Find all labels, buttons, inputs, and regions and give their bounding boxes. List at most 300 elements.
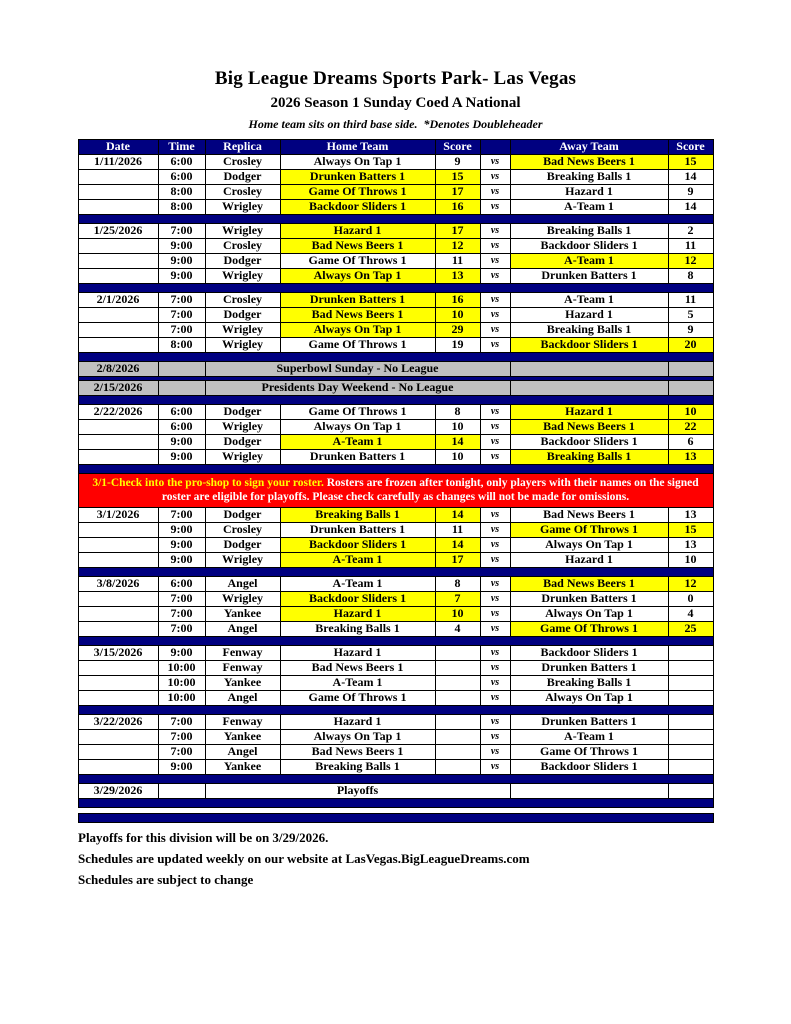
away-score-cell: 10 [668,552,713,567]
game-time-cell: 9:00 [158,522,205,537]
vs-cell: vs [480,293,510,308]
game-replica-cell: Fenway [205,660,280,675]
game-replica-cell: Crosley [205,239,280,254]
home-score-cell: 7 [435,591,480,606]
game-date-cell [78,185,158,200]
col-header-away-team: Away Team [510,140,668,155]
home-score-cell [435,690,480,705]
table-header [78,140,713,155]
away-score-cell: 6 [668,435,713,450]
game-time-cell: 6:00 [158,155,205,170]
game-time-cell: 9:00 [158,759,205,774]
game-row [78,714,713,729]
home-team-cell: Backdoor Sliders 1 [280,200,435,215]
vs-cell: vs [480,323,510,338]
game-time-cell: 6:00 [158,420,205,435]
vs-cell: vs [480,269,510,284]
home-team-cell: Bad News Beers 1 [280,660,435,675]
game-replica-cell: Angel [205,690,280,705]
game-replica-cell: Dodger [205,507,280,522]
game-date-cell [78,729,158,744]
away-team-cell: Breaking Balls 1 [510,224,668,239]
vs-cell: vs [480,450,510,465]
away-team-cell: Breaking Balls 1 [510,675,668,690]
vs-cell: vs [480,606,510,621]
home-score-cell: 12 [435,239,480,254]
col-header-home-score: Score [435,140,480,155]
home-score-cell: 16 [435,200,480,215]
game-replica-cell: Crosley [205,155,280,170]
separator-row [78,705,713,714]
game-row [78,254,713,269]
separator-bar [78,353,713,362]
event-empty-cell [668,381,713,396]
playoffs-empty-cell [158,783,205,798]
game-date-cell [78,338,158,353]
game-date-cell [78,239,158,254]
home-team-cell: Game Of Throws 1 [280,254,435,269]
separator-row [78,636,713,645]
game-date-cell [78,170,158,185]
game-date-cell [78,591,158,606]
separator-bar [78,396,713,405]
game-row [78,450,713,465]
separator-bar [78,284,713,293]
home-team-cell: Drunken Batters 1 [280,522,435,537]
game-replica-cell: Wrigley [205,200,280,215]
roster-notice-body: Rosters are frozen after tonight, only players with their names on the signed roster are eligible for playoffs. Please check carefully as changes will not be made for omissions. [161,477,699,504]
game-row [78,435,713,450]
page-subtitle: 2026 Season 1 Sunday Coed A National [270,95,521,111]
game-row [78,537,713,552]
away-score-cell: 4 [668,606,713,621]
home-score-cell [435,759,480,774]
game-replica-cell: Angel [205,744,280,759]
away-team-cell: Hazard 1 [510,308,668,323]
home-score-cell: 10 [435,420,480,435]
vs-cell: vs [480,675,510,690]
home-score-cell [435,660,480,675]
game-date-cell [78,606,158,621]
game-date-cell: 1/25/2026 [78,224,158,239]
home-score-cell: 10 [435,308,480,323]
roster-notice-highlight: 3/1-Check into the pro-shop to sign your roster. [92,477,324,489]
home-team-cell: Bad News Beers 1 [280,308,435,323]
home-score-cell: 15 [435,170,480,185]
game-row [78,660,713,675]
game-time-cell: 9:00 [158,537,205,552]
game-date-cell: 3/8/2026 [78,576,158,591]
away-team-cell: Drunken Batters 1 [510,714,668,729]
away-team-cell: Breaking Balls 1 [510,323,668,338]
separator-bar [78,465,713,474]
event-label-cell: Superbowl Sunday - No League [205,362,510,377]
event-label-cell: Presidents Day Weekend - No League [205,381,510,396]
home-score-cell [435,714,480,729]
game-replica-cell: Wrigley [205,552,280,567]
game-row [78,405,713,420]
game-replica-cell: Dodger [205,537,280,552]
vs-cell: vs [480,552,510,567]
away-team-cell: Drunken Batters 1 [510,660,668,675]
home-score-cell: 11 [435,522,480,537]
game-date-cell [78,759,158,774]
game-replica-cell: Dodger [205,308,280,323]
game-date-cell [78,254,158,269]
game-time-cell: 9:00 [158,435,205,450]
home-team-cell: Hazard 1 [280,606,435,621]
home-score-cell: 14 [435,435,480,450]
away-team-cell: Backdoor Sliders 1 [510,759,668,774]
away-team-cell: A-Team 1 [510,254,668,269]
home-score-cell: 8 [435,405,480,420]
away-team-cell: Hazard 1 [510,185,668,200]
away-score-cell: 22 [668,420,713,435]
away-score-cell: 13 [668,507,713,522]
playoffs-row [78,783,713,798]
event-date-cell: 2/15/2026 [78,381,158,396]
away-team-cell: Hazard 1 [510,405,668,420]
away-team-cell: Bad News Beers 1 [510,155,668,170]
playoffs-empty-cell [668,783,713,798]
game-replica-cell: Wrigley [205,450,280,465]
away-team-cell: A-Team 1 [510,200,668,215]
game-row [78,155,713,170]
col-header-time: Time [158,140,205,155]
vs-cell: vs [480,155,510,170]
away-team-cell: A-Team 1 [510,729,668,744]
game-replica-cell: Crosley [205,293,280,308]
home-team-cell: A-Team 1 [280,576,435,591]
home-score-cell: 13 [435,269,480,284]
away-score-cell: 9 [668,323,713,338]
game-date-cell [78,269,158,284]
game-replica-cell: Angel [205,576,280,591]
separator-bar [78,813,713,822]
game-time-cell: 7:00 [158,744,205,759]
game-time-cell: 7:00 [158,606,205,621]
footer-website-note: Schedules are updated weekly on our website at LasVegas.BigLeagueDreams.com [78,851,530,866]
away-score-cell: 0 [668,591,713,606]
separator-row [78,774,713,783]
game-time-cell: 9:00 [158,552,205,567]
separator-row [78,215,713,224]
event-empty-cell [158,381,205,396]
game-time-cell: 10:00 [158,660,205,675]
game-row [78,293,713,308]
home-team-cell: Always On Tap 1 [280,420,435,435]
game-row [78,591,713,606]
game-time-cell: 6:00 [158,170,205,185]
col-header-replica: Replica [205,140,280,155]
game-row [78,507,713,522]
home-score-cell [435,675,480,690]
home-score-cell [435,729,480,744]
home-score-cell: 19 [435,338,480,353]
home-team-cell: Breaking Balls 1 [280,759,435,774]
no-league-row [78,362,713,377]
away-score-cell: 2 [668,224,713,239]
game-replica-cell: Fenway [205,714,280,729]
away-team-cell: Game Of Throws 1 [510,522,668,537]
page-footer [78,830,713,889]
vs-cell: vs [480,729,510,744]
vs-cell: vs [480,522,510,537]
away-score-cell [668,675,713,690]
game-replica-cell: Dodger [205,435,280,450]
away-score-cell: 12 [668,254,713,269]
game-replica-cell: Crosley [205,185,280,200]
footer-playoffs-note: Playoffs for this division will be on 3/29/2026. [78,829,329,845]
game-time-cell: 7:00 [158,323,205,338]
vs-cell: vs [480,714,510,729]
game-date-cell [78,744,158,759]
away-score-cell: 11 [668,293,713,308]
home-team-cell: Hazard 1 [280,714,435,729]
game-date-cell [78,660,158,675]
no-league-row [78,381,713,396]
col-header-away-score: Score [668,140,713,155]
game-row [78,690,713,705]
home-score-cell: 10 [435,606,480,621]
separator-row [78,798,713,807]
home-team-cell: Backdoor Sliders 1 [280,591,435,606]
game-date-cell [78,323,158,338]
game-row [78,308,713,323]
home-score-cell [435,744,480,759]
home-team-cell: Hazard 1 [280,645,435,660]
game-time-cell: 10:00 [158,675,205,690]
game-date-cell [78,621,158,636]
home-team-cell: Breaking Balls 1 [280,621,435,636]
separator-row [78,396,713,405]
home-team-cell: Game Of Throws 1 [280,405,435,420]
home-team-cell: Drunken Batters 1 [280,450,435,465]
game-time-cell: 8:00 [158,200,205,215]
away-score-cell [668,729,713,744]
vs-cell: vs [480,621,510,636]
away-score-cell: 9 [668,185,713,200]
game-time-cell: 9:00 [158,645,205,660]
game-date-cell: 3/22/2026 [78,714,158,729]
game-time-cell: 7:00 [158,293,205,308]
game-date-cell: 2/1/2026 [78,293,158,308]
game-time-cell: 6:00 [158,576,205,591]
separator-row [78,353,713,362]
separator-row [78,567,713,576]
game-replica-cell: Wrigley [205,338,280,353]
home-team-cell: Bad News Beers 1 [280,744,435,759]
game-replica-cell: Wrigley [205,591,280,606]
game-replica-cell: Yankee [205,606,280,621]
vs-cell: vs [480,576,510,591]
home-team-cell: Game Of Throws 1 [280,690,435,705]
home-score-cell: 16 [435,293,480,308]
vs-cell: vs [480,759,510,774]
vs-cell: vs [480,185,510,200]
away-team-cell: Drunken Batters 1 [510,269,668,284]
home-score-cell: 14 [435,507,480,522]
game-time-cell: 7:00 [158,621,205,636]
home-team-cell: Drunken Batters 1 [280,293,435,308]
away-team-cell: Bad News Beers 1 [510,507,668,522]
home-team-cell: A-Team 1 [280,552,435,567]
page-note: Home team sits on third base side. *Denotes Doubleheader [248,117,543,131]
game-time-cell: 9:00 [158,239,205,254]
game-row [78,170,713,185]
away-score-cell: 14 [668,170,713,185]
game-date-cell [78,675,158,690]
game-date-cell: 1/11/2026 [78,155,158,170]
away-team-cell: Game Of Throws 1 [510,621,668,636]
game-replica-cell: Yankee [205,759,280,774]
game-row [78,729,713,744]
away-team-cell: Backdoor Sliders 1 [510,435,668,450]
game-row [78,621,713,636]
away-score-cell [668,660,713,675]
game-time-cell: 10:00 [158,690,205,705]
away-score-cell [668,744,713,759]
away-score-cell: 12 [668,576,713,591]
vs-cell: vs [480,308,510,323]
home-team-cell: Game Of Throws 1 [280,185,435,200]
away-score-cell: 13 [668,450,713,465]
away-team-cell: Backdoor Sliders 1 [510,338,668,353]
game-replica-cell: Wrigley [205,420,280,435]
home-team-cell: Always On Tap 1 [280,729,435,744]
away-team-cell: Breaking Balls 1 [510,450,668,465]
game-row [78,522,713,537]
game-replica-cell: Dodger [205,170,280,185]
game-row [78,338,713,353]
away-score-cell [668,690,713,705]
vs-cell: vs [480,537,510,552]
vs-cell: vs [480,645,510,660]
away-score-cell: 5 [668,308,713,323]
game-time-cell: 7:00 [158,729,205,744]
game-time-cell: 6:00 [158,405,205,420]
game-date-cell [78,435,158,450]
game-row [78,552,713,567]
away-team-cell: A-Team 1 [510,293,668,308]
away-score-cell [668,714,713,729]
col-header-home-team: Home Team [280,140,435,155]
game-replica-cell: Dodger [205,254,280,269]
away-score-cell: 13 [668,537,713,552]
home-team-cell: Drunken Batters 1 [280,170,435,185]
away-score-cell: 15 [668,522,713,537]
home-team-cell: Breaking Balls 1 [280,507,435,522]
vs-cell: vs [480,507,510,522]
game-date-cell: 3/1/2026 [78,507,158,522]
vs-cell: vs [480,224,510,239]
vs-cell: vs [480,591,510,606]
home-team-cell: Bad News Beers 1 [280,239,435,254]
game-date-cell: 2/22/2026 [78,405,158,420]
game-time-cell: 9:00 [158,269,205,284]
away-score-cell: 10 [668,405,713,420]
away-score-cell [668,759,713,774]
game-time-cell: 8:00 [158,338,205,353]
away-score-cell: 11 [668,239,713,254]
separator-bar [78,636,713,645]
away-score-cell: 15 [668,155,713,170]
vs-cell: vs [480,744,510,759]
game-row [78,759,713,774]
vs-cell: vs [480,405,510,420]
vs-cell: vs [480,338,510,353]
vs-cell: vs [480,254,510,269]
col-header-date: Date [78,140,158,155]
game-date-cell [78,537,158,552]
home-team-cell: Always On Tap 1 [280,269,435,284]
separator-bar [78,215,713,224]
away-score-cell: 8 [668,269,713,284]
event-empty-cell [158,362,205,377]
playoffs-empty-cell [510,783,668,798]
home-team-cell: Always On Tap 1 [280,155,435,170]
home-score-cell: 9 [435,155,480,170]
separator-bar [78,567,713,576]
game-row [78,420,713,435]
home-score-cell: 17 [435,552,480,567]
game-time-cell: 7:00 [158,714,205,729]
vs-cell: vs [480,420,510,435]
game-time-cell: 7:00 [158,507,205,522]
game-time-cell: 7:00 [158,224,205,239]
schedule-body [78,155,713,823]
separator-bar [78,774,713,783]
home-team-cell: Always On Tap 1 [280,323,435,338]
away-team-cell: Bad News Beers 1 [510,576,668,591]
footer-change-note: Schedules are subject to change [78,872,254,888]
away-score-cell: 14 [668,200,713,215]
away-score-cell: 20 [668,338,713,353]
game-row [78,200,713,215]
away-team-cell: Drunken Batters 1 [510,591,668,606]
away-team-cell: Backdoor Sliders 1 [510,239,668,254]
game-replica-cell: Angel [205,621,280,636]
vs-cell: vs [480,239,510,254]
home-score-cell: 10 [435,450,480,465]
separator-row [78,465,713,474]
game-replica-cell: Wrigley [205,269,280,284]
game-row [78,744,713,759]
home-team-cell: Backdoor Sliders 1 [280,537,435,552]
home-team-cell: Hazard 1 [280,224,435,239]
page-title: Big League Dreams Sports Park- Las Vegas [214,68,577,89]
game-replica-cell: Crosley [205,522,280,537]
home-team-cell: A-Team 1 [280,435,435,450]
vs-cell: vs [480,170,510,185]
game-replica-cell: Wrigley [205,323,280,338]
home-score-cell: 14 [435,537,480,552]
game-row [78,606,713,621]
away-score-cell: 25 [668,621,713,636]
game-replica-cell: Wrigley [205,224,280,239]
home-score-cell [435,645,480,660]
event-empty-cell [668,362,713,377]
vs-cell: vs [480,690,510,705]
game-row [78,185,713,200]
home-team-cell: A-Team 1 [280,675,435,690]
away-team-cell: Breaking Balls 1 [510,170,668,185]
game-date-cell [78,552,158,567]
roster-notice-cell [78,474,713,508]
game-replica-cell: Yankee [205,729,280,744]
home-score-cell: 8 [435,576,480,591]
home-score-cell: 17 [435,185,480,200]
